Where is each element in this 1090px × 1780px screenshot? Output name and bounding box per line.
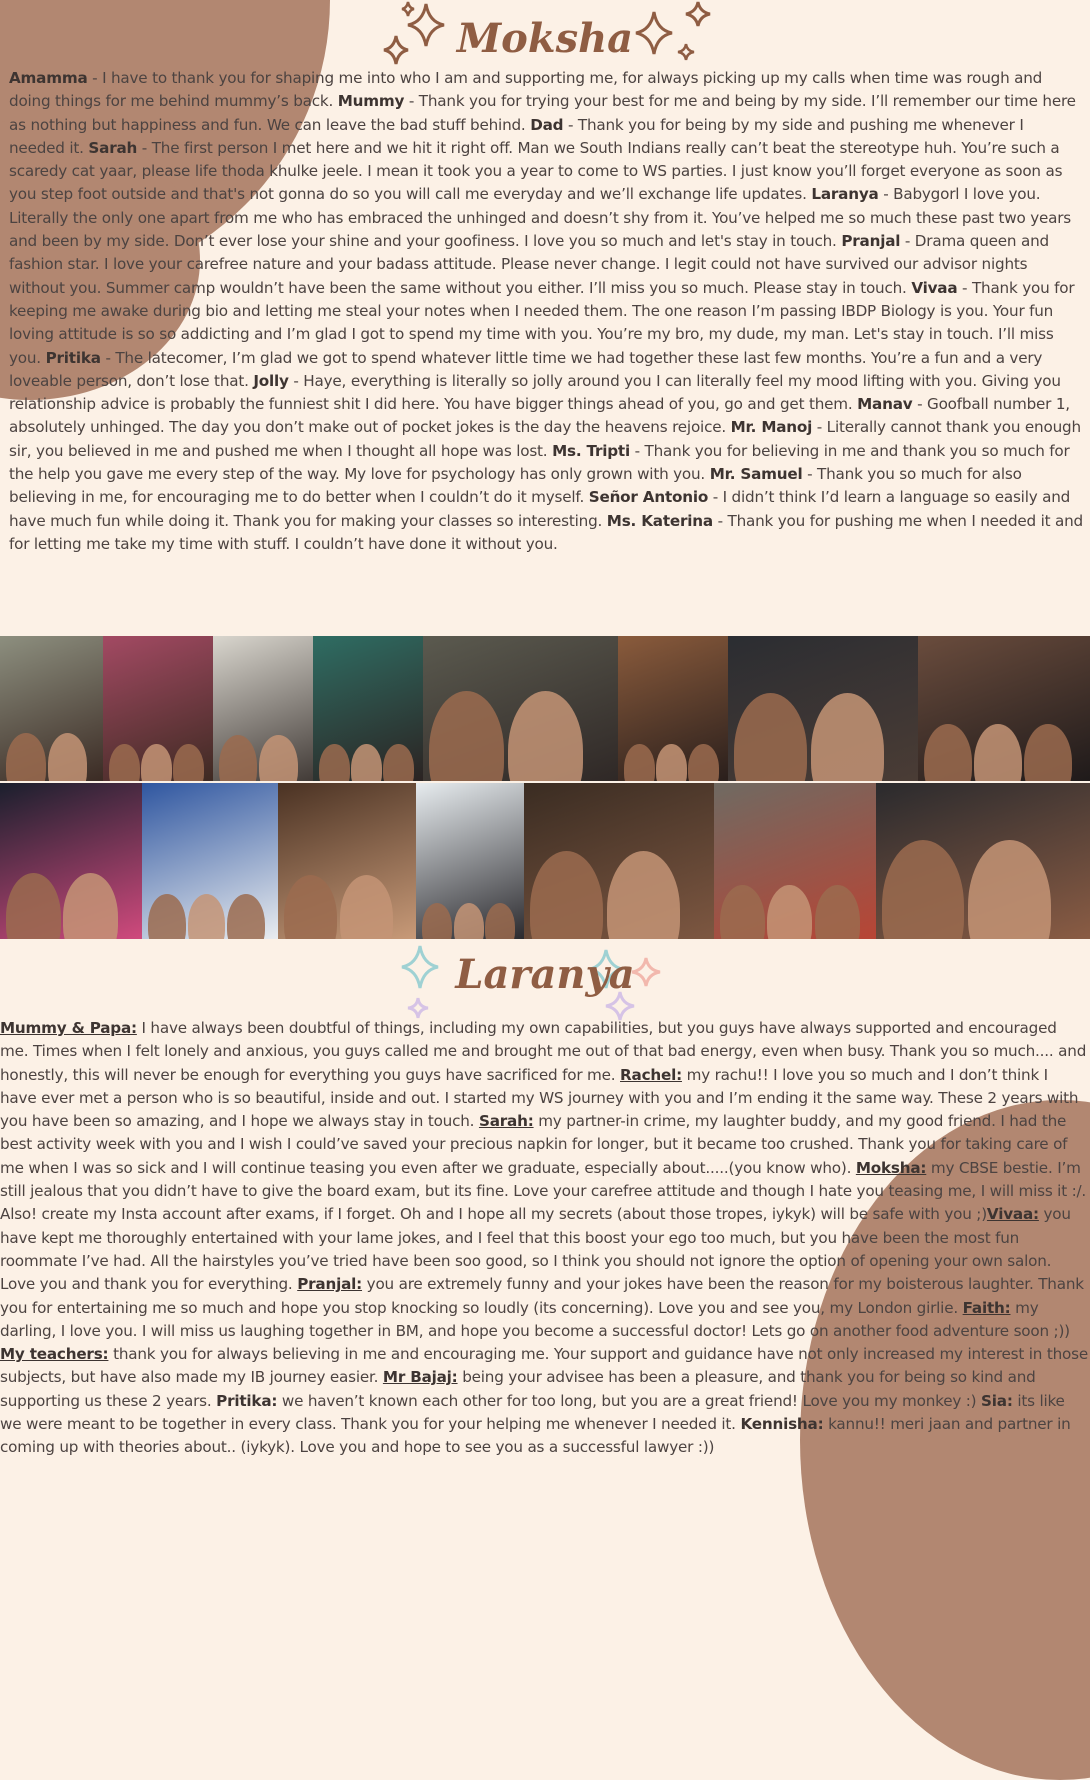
recipient-name-ms-tripti: Ms. Tripti: [552, 441, 630, 460]
recipient-message: - Thank you for keeping me awake during bio and letting me steal your notes when I needed them. The one reason I’m passing IBDP Biology is you. Your fun loving attitude is so so addicting and I’m glad I got to spend my time with you. You’re my bro, my dude, my man. Let's stay in touch. I’ll miss you.: [9, 278, 1075, 367]
recipient-name-sarah: Sarah:: [478, 1112, 534, 1131]
recipient-name-jolly: Jolly: [253, 371, 289, 390]
recipient-message: - Thank you for trying your best for me and being by my side. I’ll remember our time here as nothing but happiness and fun. We can leave the bad stuff behind.: [9, 92, 1076, 134]
recipient-name-vivaa: Vivaa: [911, 278, 958, 297]
recipient-message: - Thank you for believing in me and thank you so much for the help you gave me every step of the way. My love for psychology has only grown with you.: [9, 441, 1070, 484]
recipient-name-sia: Sia:: [981, 1391, 1013, 1410]
person-silhouette: [383, 744, 414, 781]
person-silhouette: [688, 744, 719, 781]
recipient-message: - The first person I met here and we hit it right off. Man we South Indians really can’t beat the stereotype huh. You’re such a scaredy cat yaar, please life thoda khulke jeele. I mean it took you a year to come to WS parties. I just know you’ll forget everyone as soon as you step foot outside and that's not gonna do so you will call me everyday and we’ll exchange life updates.: [9, 138, 1063, 204]
person-silhouette: [6, 873, 61, 939]
recipient-message: kannu!! meri jaan and partner in coming up with theories about.. (iykyk). Love you and hope to see you as a successful lawyer :)): [0, 1415, 1071, 1457]
recipient-name-dad: Dad: [530, 115, 564, 134]
recipient-name-sarah: Sarah: [88, 138, 138, 157]
recipient-message: its like we were meant to be together in every class. Thank you for your helping me whenever I needed it.: [0, 1391, 1065, 1434]
photo-gallery-row-2: [0, 783, 1090, 939]
person-silhouette: [63, 873, 118, 939]
photo-three-friends-blue: [142, 783, 278, 939]
recipient-message: - Thank you for being by my side and pushing me whenever I needed it.: [9, 115, 1024, 157]
recipient-name-rachel: Rachel:: [620, 1065, 682, 1084]
recipient-name-se-or-antonio: Señor Antonio: [588, 488, 709, 507]
recipient-message: my CBSE bestie. I’m still jealous that you didn’t have to give the board exam, but its fine. Love your carefree attitude and though I hate you teasing me, I will miss it :/. Also! create my Insta account after exams, if I forget. Oh and I hope all my secrets (about those tropes, iykyk) will be safe with you ;): [0, 1158, 1087, 1224]
person-silhouette: [173, 744, 204, 781]
person-silhouette: [530, 851, 603, 939]
recipient-name-pranjal: Pranjal:: [297, 1275, 363, 1294]
photo-night-waterfront: [0, 783, 142, 939]
recipient-message: you are extremely funny and your jokes have been the reason for my boisterous laughter. Thank you for entertaining me so much and hope you stop knocking so loudly (its concerning). Love you and see you, my London girlie.: [0, 1275, 1084, 1317]
person-silhouette: [188, 894, 226, 939]
person-silhouette: [607, 851, 680, 939]
person-silhouette: [968, 840, 1050, 939]
recipient-message: - The latecomer, I’m glad we got to spend whatever little time we had together these last few months. You’re a fun and a very loveable person, don’t lose that.: [9, 348, 1043, 390]
recipient-name-pritika: Pritika:: [216, 1391, 278, 1410]
recipient-name-my-teachers: My teachers:: [0, 1345, 109, 1364]
person-silhouette: [6, 733, 46, 781]
moksha-message: [9, 67, 1083, 556]
moksha-section-title: Moksha: [456, 15, 634, 62]
person-silhouette: [656, 744, 687, 781]
person-silhouette: [720, 885, 765, 939]
person-silhouette: [148, 894, 186, 939]
recipient-message: being your advisee has been a pleasure, and thank you for being so kind and supporting us these 2 years.: [0, 1368, 1036, 1410]
recipient-message: my darling, I love you. I will miss us laughing together in BM, and hope you become a successful doctor! Lets go on another food adventure soon ;)): [0, 1298, 1070, 1340]
recipient-name-laranya: Laranya: [811, 185, 879, 204]
person-silhouette: [508, 691, 583, 781]
person-silhouette: [141, 744, 172, 781]
recipient-name-moksha: Moksha:: [855, 1158, 927, 1177]
person-silhouette: [1024, 724, 1072, 781]
recipient-message: I have always been doubtful of things, including my own capabilities, but you guys have always supported and encouraged me. Times when I felt lonely and anxious, you guys called me and brought me out of that bad energy, even when busy. Thank you so much.... and honestly, this will never be enough for everything you guys have sacrificed for me.: [0, 1019, 1087, 1084]
recipient-name-faith: Faith:: [962, 1298, 1011, 1317]
person-silhouette: [485, 903, 515, 939]
person-silhouette: [340, 875, 393, 939]
recipient-name-kennisha: Kennisha:: [740, 1415, 824, 1434]
person-silhouette: [734, 693, 807, 781]
person-silhouette: [882, 840, 964, 939]
recipient-name-mr-bajaj: Mr Bajaj:: [382, 1368, 458, 1387]
photo-night-group: [728, 636, 918, 781]
recipient-message: we haven’t known each other for too long, but you are a great friend! Love you my monkey :): [277, 1391, 982, 1410]
photo-party-selfie: [918, 636, 1090, 781]
person-silhouette: [624, 744, 655, 781]
recipient-message: - Drama queen and fashion star. I love your carefree nature and your badass attitude. Please never change. I legit could not have survived our advisor nights without you. Summer camp wouldn’t have been the same without you either. I’ll miss you so much. Please stay in touch.: [9, 232, 1049, 297]
person-silhouette: [815, 885, 860, 939]
recipient-message: - I have to thank you for shaping me into who I am and supporting me, for always picking up my calls when time was rough and doing things for me behind mummy’s back.: [9, 69, 1043, 111]
photo-group-flowers: [876, 783, 1090, 939]
person-silhouette: [924, 724, 972, 781]
photo-two-friends-sky: [416, 783, 524, 939]
person-silhouette: [48, 733, 88, 781]
person-silhouette: [767, 885, 812, 939]
recipient-message: - Literally cannot thank you enough sir, you believed in me and pushed me when I thought all hope was lost.: [9, 418, 1081, 460]
recipient-message: - Goofball number 1, absolutely unhinged. The day you don’t make out of pocket jokes is the day the heavens rejoice.: [9, 395, 1070, 437]
photo-group-night: [524, 783, 714, 939]
recipient-name-mummy: Mummy: [337, 92, 405, 111]
person-silhouette: [284, 875, 337, 939]
photo-two-friends-peace: [423, 636, 618, 781]
person-silhouette: [454, 903, 484, 939]
recipient-name-mr-manoj: Mr. Manoj: [730, 418, 813, 437]
recipient-message: thank you for always believing in me and encouraging me. Your support and guidance have not only increased my interest in those subjects, but have also made my IB journey easier.: [0, 1345, 1088, 1387]
laranya-section-title: Laranya: [455, 951, 635, 998]
photo-hug-courtyard: [213, 636, 313, 781]
recipient-name-pritika: Pritika: [45, 348, 101, 367]
laranya-message: [0, 1017, 1088, 1460]
photo-grandmother-selfie: [103, 636, 213, 781]
person-silhouette: [422, 903, 452, 939]
recipient-message: - Thank you so much for also believing in me, for encouraging me to do better when I couldn’t do it myself.: [9, 465, 1022, 507]
photo-family-outdoors: [0, 636, 103, 781]
person-silhouette: [351, 744, 382, 781]
recipient-message: my partner-in crime, my laughter buddy, and my good friend. I had the best activity week with you and I wish I could’ve saved your precious napkin for longer, but it became too crushed. Thank you for taking care of me when I was so sick and I will continue teasing you even after we graduate, especially about.....(you know who).: [0, 1112, 1068, 1177]
person-silhouette: [227, 894, 265, 939]
photo-mirror-selfie: [313, 636, 423, 781]
recipient-name-manav: Manav: [857, 395, 913, 414]
person-silhouette: [974, 724, 1022, 781]
person-silhouette: [429, 691, 504, 781]
recipient-name-ms-katerina: Ms. Katerina: [606, 511, 713, 530]
photo-two-friends-jackets: [714, 783, 876, 939]
recipient-message: - Thank you for pushing me when I needed it and for letting me take my time with stuff. I couldn’t have done it without you.: [9, 511, 1083, 553]
recipient-message: - Babygorl I love you. Literally the only one apart from me who has embraced the unhinged and doesn’t shy from it. You’ve helped me so much these past two years and been by my side. Don’t ever lose your shine and your goofiness. I love you so much and let's stay in touch.: [9, 185, 1072, 251]
recipient-name-pranjal: Pranjal: [841, 232, 901, 251]
person-silhouette: [109, 744, 140, 781]
person-silhouette: [811, 693, 884, 781]
person-silhouette: [319, 744, 350, 781]
person-silhouette: [219, 735, 257, 781]
recipient-name-vivaa: Vivaa:: [986, 1205, 1039, 1224]
photo-friend-portrait: [618, 636, 728, 781]
recipient-name-mummy-papa: Mummy & Papa:: [0, 1019, 137, 1037]
recipient-message: - Haye, everything is literally so jolly around you I can literally feel my mood lifting with you. Giving you relationship advice is probably the funniest shit I did here. You have bigger things ahead of you, go and get them.: [9, 371, 1061, 414]
photo-closeup-laughing: [278, 783, 416, 939]
photo-gallery-row-1: [0, 636, 1090, 781]
recipient-message: my rachu!! I love you so much and I don’t think I have ever met a person who is so beautiful, inside and out. I started my WS journey with you and I’m ending it the same way. These 2 years with you have been so amazing, and I hope we always stay in touch.: [0, 1065, 1079, 1131]
recipient-name-mr-samuel: Mr. Samuel: [709, 465, 803, 484]
recipient-message: you have kept me thoroughly entertained with your lame jokes, and I feel that this boost your ego too much, but you have been the most fun roommate I’ve had. All the hairstyles you’ve tried have been soo good, so I think you should not ignore the option of opening your own salon. Love you and thank you for everything.: [0, 1205, 1071, 1294]
recipient-name-amamma: Amamma: [9, 69, 88, 87]
person-silhouette: [259, 735, 297, 781]
recipient-message: - I didn’t think I’d learn a language so easily and have much fun while doing it. Thank you for making your classes so interesting.: [9, 488, 1071, 530]
